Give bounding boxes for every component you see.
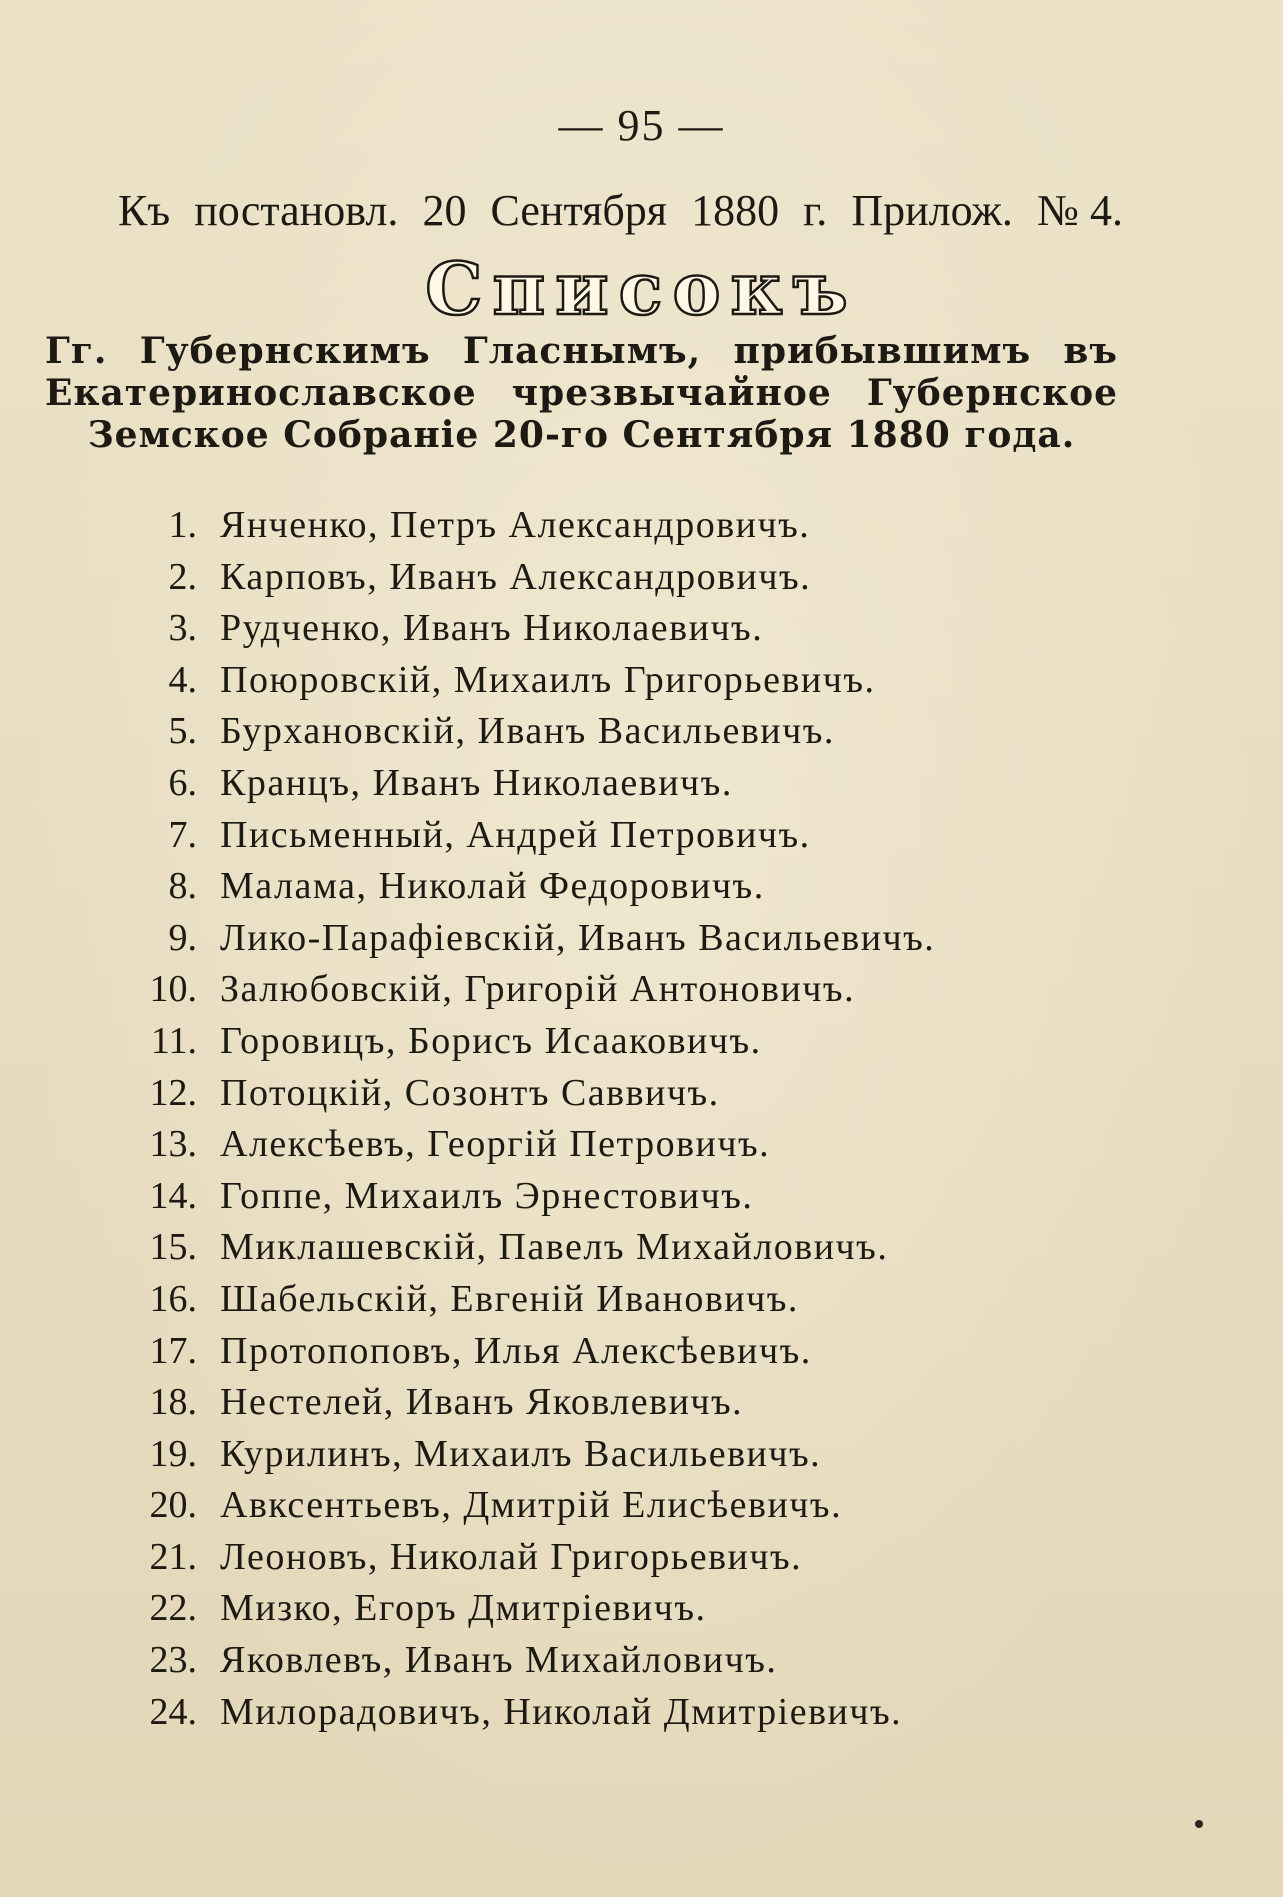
list-item-number: 4. <box>168 658 197 701</box>
list-item-number: 19. <box>149 1432 197 1475</box>
list-item-name: Милорадовичъ, Николай Дмитріевичъ. <box>220 1690 903 1733</box>
list-title: Списокъ <box>425 246 858 331</box>
list-item-number: 18. <box>149 1381 197 1424</box>
list-item-number: 15. <box>149 1226 197 1269</box>
list-item-name: Курилинъ, Михаилъ Васильевичъ. <box>220 1432 822 1475</box>
list-item-number: 22. <box>149 1587 197 1630</box>
list-item-name: Залюбовскій, Григорій Антоновичъ. <box>220 968 856 1011</box>
list-item-name: Мизко, Егоръ Дмитріевичъ. <box>220 1587 707 1630</box>
list-item-name: Письменный, Андрей Петровичъ. <box>220 813 811 856</box>
appendix-ref-month: Сентября <box>490 186 667 235</box>
list-item-name: Кранцъ, Иванъ Николаевичъ. <box>220 761 733 804</box>
list-item-number: 10. <box>149 968 197 1011</box>
list-item-name: Миклашевскій, Павелъ Михайловичъ. <box>220 1226 889 1269</box>
appendix-ref-number: № 4. <box>1037 186 1123 235</box>
list-item-number: 9. <box>168 916 197 959</box>
list-item-name: Нестелей, Иванъ Яковлевичъ. <box>220 1381 744 1424</box>
ink-speck <box>1195 1820 1203 1828</box>
list-item-number: 20. <box>149 1484 197 1527</box>
list-item-name: Шабельскій, Евгеній Ивановичъ. <box>220 1277 799 1320</box>
list-item-name: Потоцкій, Созонтъ Саввичъ. <box>220 1071 720 1114</box>
list-item-number: 23. <box>149 1639 197 1682</box>
list-item-name: Авксентьевъ, Дмитрій Елисѣевичъ. <box>220 1484 843 1527</box>
list-item-name: Малама, Николай Федоровичъ. <box>220 865 765 908</box>
appendix-ref-year-suffix: г. <box>803 186 828 235</box>
list-item-number: 17. <box>149 1329 197 1372</box>
list-item-name: Рудченко, Иванъ Николаевичъ. <box>220 607 764 650</box>
list-item-number: 1. <box>168 504 197 546</box>
appendix-ref-year: 1880 <box>691 186 780 235</box>
list-item-number: 16. <box>149 1277 197 1320</box>
list-item-name: Леоновъ, Николай Григорьевичъ. <box>220 1535 803 1578</box>
appendix-ref-to: Къ <box>118 186 171 235</box>
list-item-number: 8. <box>168 865 197 908</box>
appendix-ref-resolution: постановл. <box>194 186 399 235</box>
page-number: — 95 — <box>558 101 725 150</box>
list-item-number: 6. <box>168 761 197 804</box>
appendix-ref-appendix: Прилож. <box>851 186 1013 235</box>
list-item-number: 11. <box>150 1019 197 1062</box>
appendix-reference <box>118 185 1123 236</box>
list-item-number: 2. <box>168 555 197 598</box>
list-item-number: 5. <box>168 710 197 753</box>
list-item-name: Горовицъ, Борисъ Исааковичъ. <box>220 1019 762 1062</box>
list-item-name: Алексѣевъ, Георгій Петровичъ. <box>220 1123 771 1166</box>
list-item-name: Бурхановскій, Иванъ Васильевичъ. <box>220 710 835 753</box>
list-item-name: Яковлевъ, Иванъ Михайловичъ. <box>220 1639 778 1682</box>
list-item-name: Поюровскій, Михаилъ Григорьевичъ. <box>220 658 876 701</box>
list-item-number: 24. <box>149 1690 197 1733</box>
list-item-number: 14. <box>149 1174 197 1217</box>
list-item-name: Протопоповъ, Илья Алексѣевичъ. <box>220 1329 812 1372</box>
list-subtitle: Гг. Губернскимъ Гласнымъ, прибывшимъ въ Екатеринославское чрезвычайное Губернское Земское Собраніе 20-го Сентября 1880 года. <box>45 330 1118 456</box>
list-item-name: Янченко, Петръ Александровичъ. <box>220 504 811 546</box>
list-item-number: 3. <box>168 607 197 650</box>
list-item-number: 21. <box>149 1535 197 1578</box>
list-item-number: 12. <box>149 1071 197 1114</box>
list-item-number: 7. <box>168 813 197 856</box>
list-item-name: Карповъ, Иванъ Александровичъ. <box>220 555 812 598</box>
appendix-ref-day: 20 <box>422 186 467 235</box>
list-item-number: 13. <box>149 1123 197 1166</box>
list-item-name: Лико-Парафіевскій, Иванъ Васильевичъ. <box>220 916 936 959</box>
list-item-name: Гоппе, Михаилъ Эрнестовичъ. <box>220 1174 754 1217</box>
